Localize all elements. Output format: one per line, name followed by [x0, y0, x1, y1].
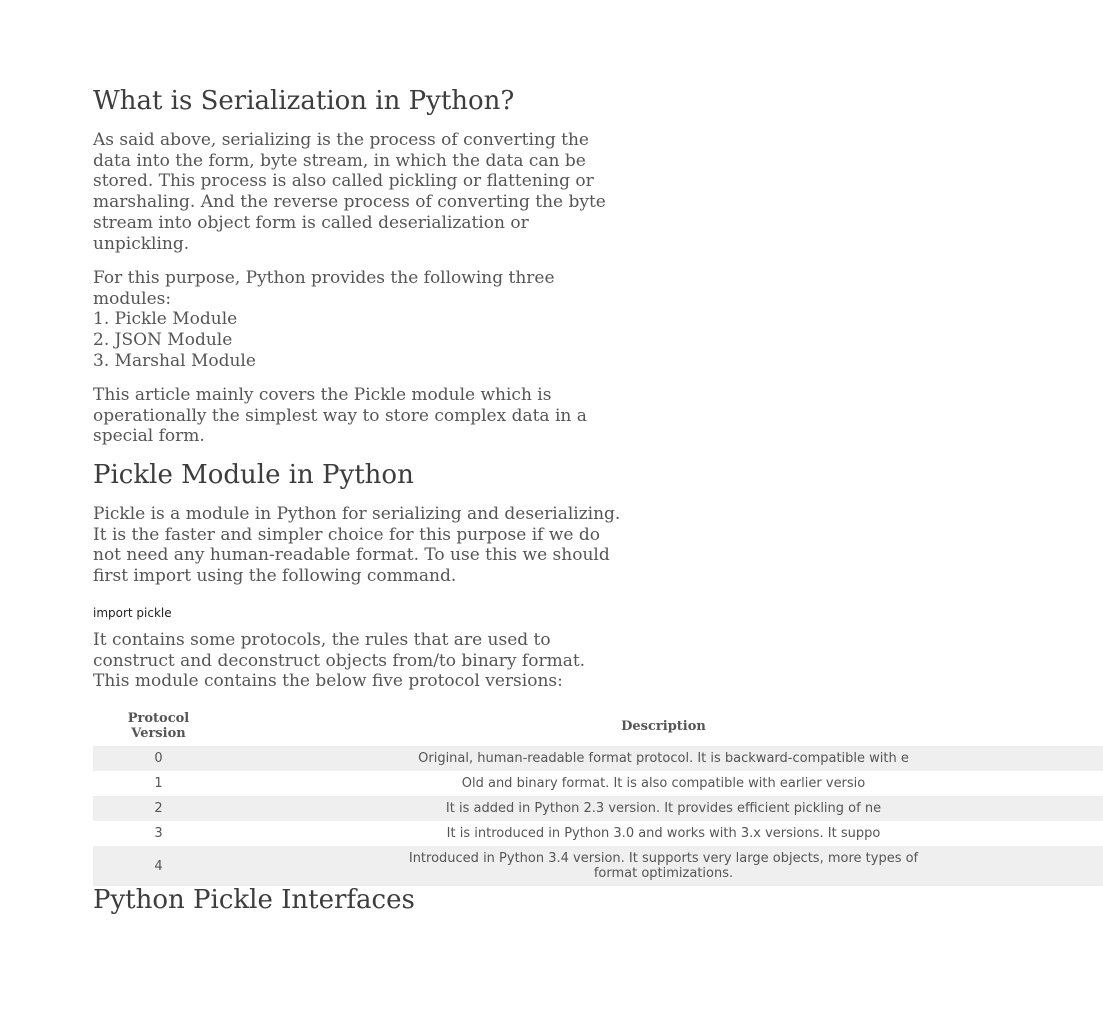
- header-label-line: Version: [131, 726, 186, 741]
- description-line: Introduced in Python 3.4 version. It supports very large objects, more types of: [408, 851, 919, 866]
- text-line: first import using the following command.: [93, 566, 457, 587]
- cell-description: It is added in Python 2.3 version. It provides efficient pickling of ne: [224, 796, 1103, 821]
- table-row: [93, 746, 1103, 771]
- heading-pickle-interfaces: Python Pickle Interfaces: [93, 885, 415, 915]
- text-line: For this purpose, Python provides the following three: [93, 268, 555, 288]
- cell-version: 2: [93, 796, 224, 821]
- heading-serialization: What is Serialization in Python?: [93, 86, 515, 116]
- column-header-protocol-version: [93, 706, 224, 746]
- text-line: data into the form, byte stream, in which the data can be: [93, 150, 586, 171]
- cell-version: 0: [93, 746, 224, 771]
- paragraph-protocols-intro: [93, 630, 693, 692]
- code-import-pickle: import pickle: [93, 606, 172, 620]
- text-line: This module contains the below five protocol versions:: [93, 671, 563, 692]
- cell-description: [224, 846, 1103, 886]
- header-label-line: Protocol: [127, 711, 190, 726]
- text-line: unpickling.: [93, 233, 190, 254]
- text-line: Pickle is a module in Python for serializing and deserializing.: [93, 504, 621, 524]
- text-line: construct and deconstruct objects from/to binary format.: [93, 650, 586, 671]
- paragraph-pickle-intro: [93, 504, 693, 587]
- list-item-json: 2. JSON Module: [93, 330, 233, 351]
- text-line: As said above, serializing is the process of converting the: [93, 130, 589, 150]
- paragraph-serialization-intro: [93, 130, 693, 254]
- text-line: not need any human-readable format. To use this we should: [93, 545, 610, 566]
- text-line: It contains some protocols, the rules that are used to: [93, 630, 551, 650]
- table-row: [93, 821, 1103, 846]
- text-line: This article mainly covers the Pickle module which is: [93, 385, 552, 405]
- column-header-description: Description: [621, 718, 706, 734]
- document-page: [93, 0, 919, 1024]
- text-line: stored. This process is also called pickling or flattening or: [93, 171, 594, 192]
- cell-description: Original, human-readable format protocol. It is backward-compatible with e: [224, 746, 1103, 771]
- paragraph-modules-list: [93, 268, 693, 372]
- list-item-pickle: 1. Pickle Module: [93, 309, 238, 330]
- cell-description: Old and binary format. It is also compatible with earlier versio: [461, 776, 866, 791]
- protocol-versions-table: [93, 706, 1103, 886]
- list-item-marshal: 3. Marshal Module: [93, 350, 256, 371]
- table-row: [93, 796, 1103, 821]
- text-line: special form.: [93, 426, 205, 447]
- description-line: format optimizations.: [593, 866, 734, 881]
- table-header-row: [93, 706, 1103, 746]
- table-row: [93, 846, 1103, 886]
- cell-version: 3: [154, 826, 163, 841]
- cell-version: 4: [93, 846, 224, 886]
- text-line: modules:: [93, 288, 172, 309]
- text-line: stream into object form is called deserialization or: [93, 212, 529, 233]
- table-row: [93, 771, 1103, 796]
- text-line: It is the faster and simpler choice for this purpose if we do: [93, 524, 600, 545]
- cell-version: 1: [154, 776, 163, 791]
- heading-pickle-module: Pickle Module in Python: [93, 460, 414, 490]
- text-line: marshaling. And the reverse process of converting the byte: [93, 192, 606, 213]
- paragraph-article-scope: [93, 385, 693, 447]
- text-line: operationally the simplest way to store complex data in a: [93, 405, 587, 426]
- cell-description: It is introduced in Python 3.0 and works with 3.x versions. It suppo: [446, 826, 881, 841]
